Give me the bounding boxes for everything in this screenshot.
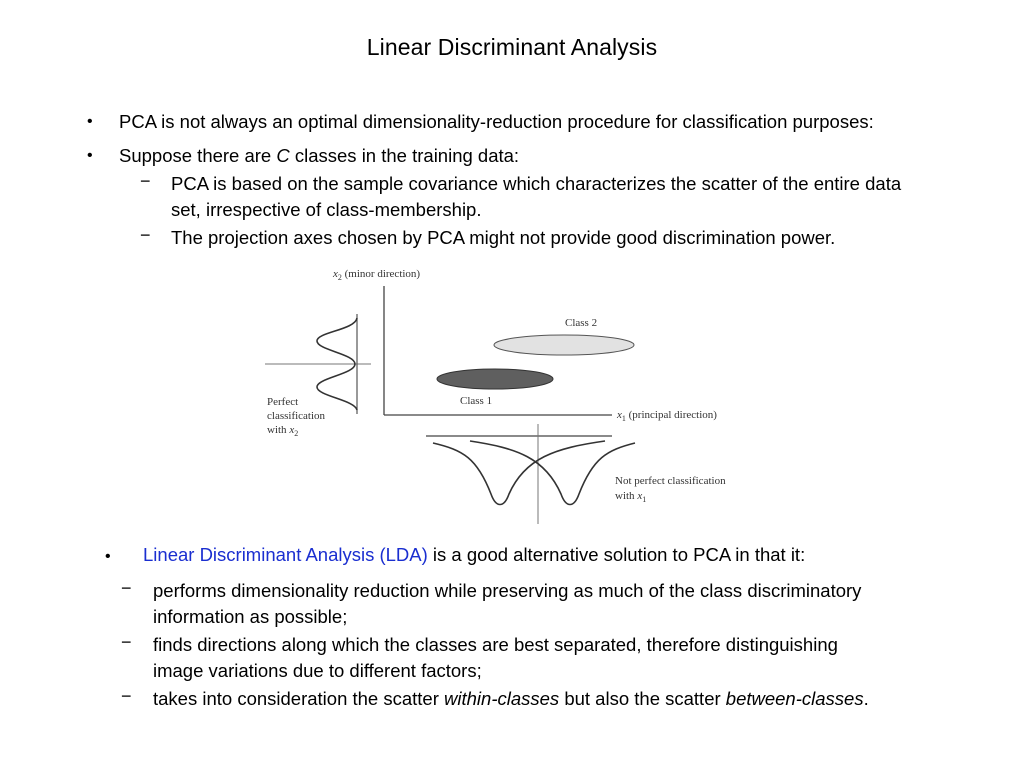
- slide-title: Linear Discriminant Analysis: [366, 34, 658, 60]
- lda-link[interactable]: Linear Discriminant Analysis (LDA): [143, 544, 428, 565]
- bullet-marker: •: [87, 113, 93, 130]
- class2-ellipse: [494, 335, 634, 355]
- sub-bullet-scatter: takes into consideration the scatter within-classes but also the scatter between-classes.: [153, 688, 869, 709]
- right-note-line2: with $x_1$: [615, 490, 647, 504]
- y-axis-label: $x_2$ (minor direction): [333, 268, 421, 282]
- sub-bullet-directions-line1: finds directions along which the classes are best separated, therefore distinguishing: [153, 634, 838, 655]
- dash-marker: −: [121, 578, 132, 598]
- sub-bullet-projection-axes: The projection axes chosen by PCA might not provide good discrimination power.: [171, 227, 836, 248]
- sub-bullet-covariance-line1: PCA is based on the sample covariance which characterizes the scatter of the entire data: [171, 173, 902, 194]
- sub-bullet-covariance-line2: set, irrespective of class-membership.: [171, 199, 482, 220]
- pca-projection-figure: [255, 258, 755, 530]
- bullet-pca-not-optimal: PCA is not always an optimal dimensionality-reduction procedure for classification purposes:: [119, 111, 874, 132]
- x-axis-label: $x_1$ (principal direction): [617, 409, 717, 423]
- left-note-line1: Perfect: [267, 396, 299, 408]
- right-note-line1: Not perfect classification: [615, 475, 726, 487]
- dash-marker: −: [140, 171, 151, 191]
- dash-marker: −: [121, 686, 132, 706]
- sub-bullet-dimensionality-line2: information as possible;: [153, 606, 348, 627]
- bullet-lda-alternative: Linear Discriminant Analysis (LDA) is a good alternative solution to PCA in that it:: [143, 544, 806, 565]
- variable-c: C: [276, 145, 290, 166]
- class2-label: Class 2: [565, 317, 598, 329]
- left-note-line3: with $x_2$: [267, 424, 299, 438]
- bullet-marker: •: [105, 548, 111, 565]
- dash-marker: −: [140, 225, 151, 245]
- sub-bullet-dimensionality-line1: performs dimensionality reduction while preserving as much of the class discriminatory: [153, 580, 862, 601]
- class1-label: Class 1: [460, 395, 493, 407]
- bullet-suppose-classes: Suppose there are C classes in the training data:: [119, 145, 520, 166]
- class2-projection-curve: [470, 441, 635, 505]
- sub-bullet-directions-line2: image variations due to different factors;: [153, 660, 482, 681]
- bullet-marker: •: [87, 147, 93, 164]
- left-note-line2: classification: [267, 410, 326, 422]
- class1-ellipse: [437, 369, 553, 389]
- dash-marker: −: [121, 632, 132, 652]
